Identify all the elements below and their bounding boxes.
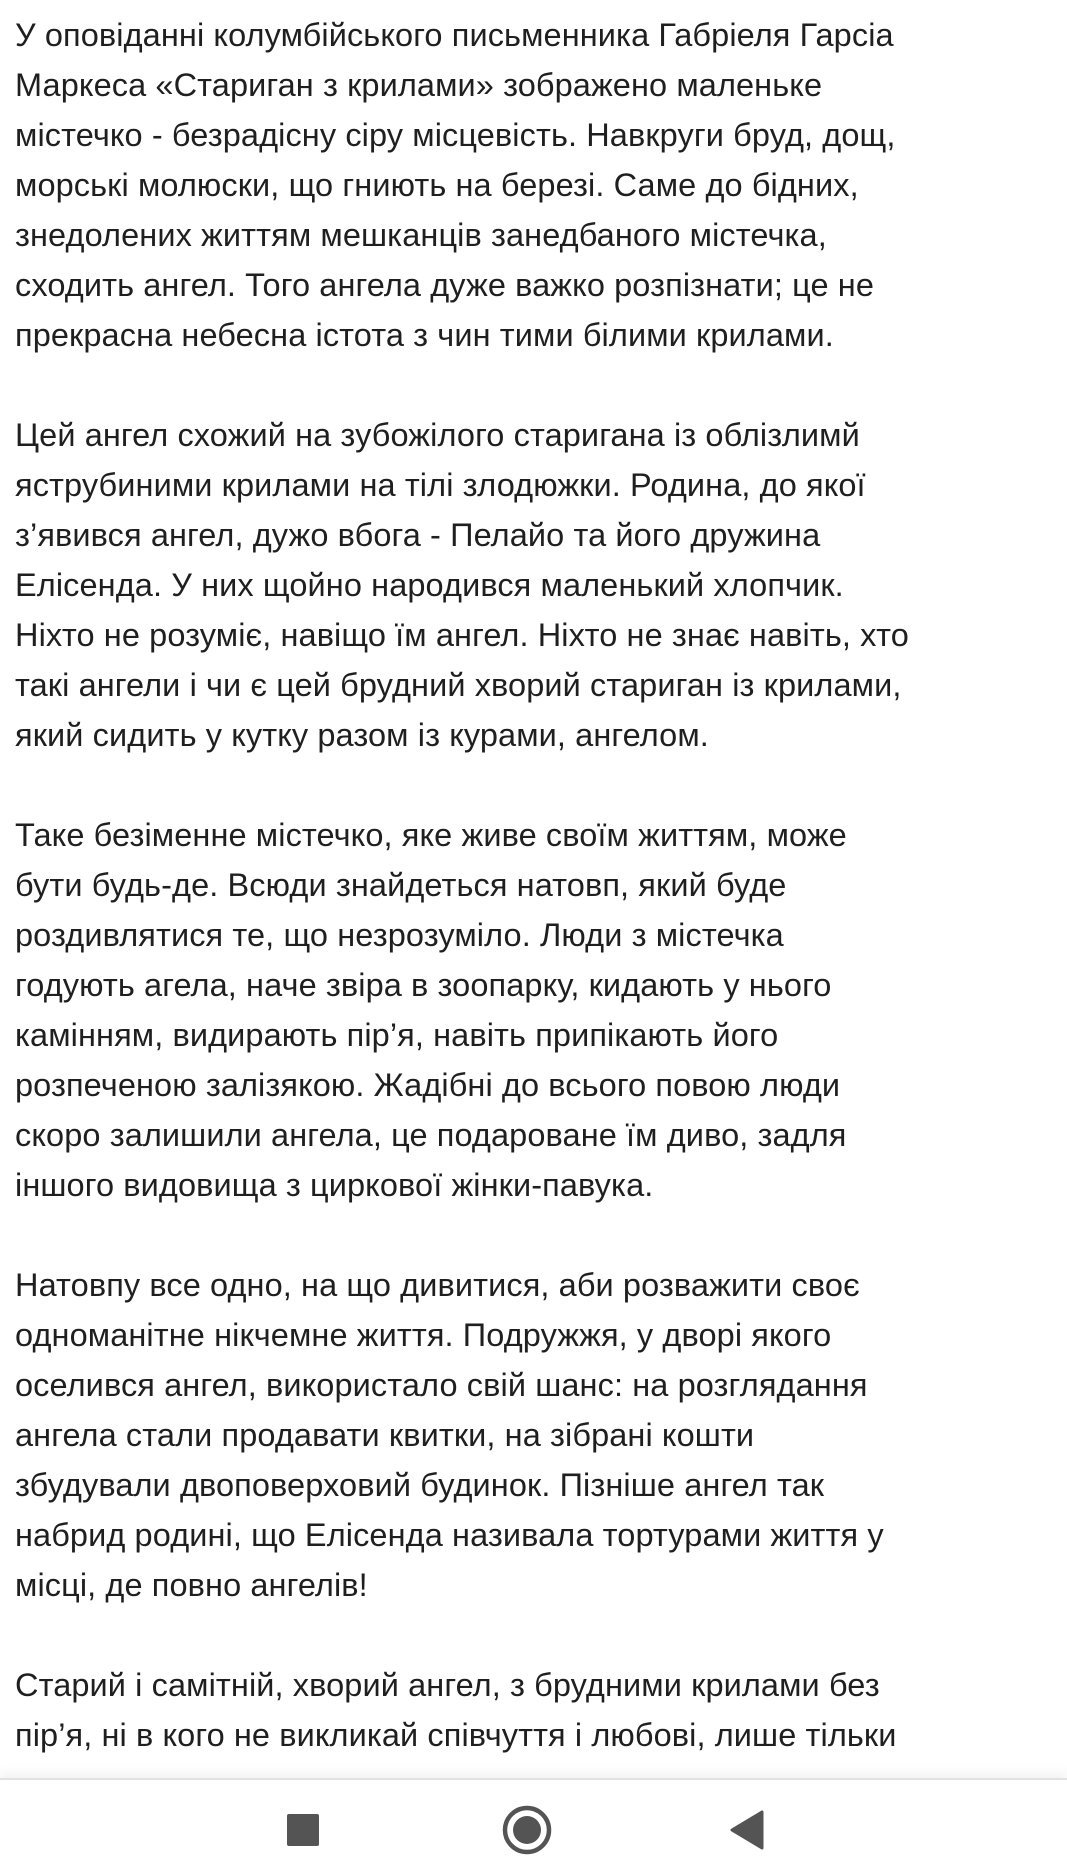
square-icon [287,1814,319,1846]
article-paragraph-2: Цей ангел схожий на зубожілого старигана із облізлимй яструбиними крилами на тілі злодюжки. Родина, до якої з’явився ангел, дужо вбога - Пелайо та його дружина Елісенда. У них щойно народився маленький хлопчик. Ніхто не розуміє, навіщо їм ангел. Ніхто не знає навіть, хто такі ангели і чи є цей брудний хворий стариган із крилами, який сидить у кутку разом із курами, ангелом. [15,417,909,753]
article-paragraph-5: Старий і самітній, хворий ангел, з брудними крилами без пір’я, ні в кого не викликай співчуття і любові, лише тільки [15,1667,897,1753]
article-paragraph-4: Натовпу все одно, на що дивитися, аби розважити своє одноманітне нікчемне життя. Подружжя, у дворі якого оселився ангел, використало свій шанс: на розглядання ангела стали продавати квитки, на зібрані кошти збудували двоповерховий будинок. Пізніше ангел так набрид родині, що Елісенда називала тортурами життя у місці, де повно ангелів! [15,1267,884,1603]
back-button[interactable] [716,1800,776,1860]
circle-icon [501,1804,553,1856]
system-navigation-bar [0,1778,1067,1875]
article-paragraph-3: Таке безіменне містечко, яке живе своїм життям, може бути будь-де. Всюди знайдеться натовп, який буде роздивлятися те, що незрозуміло. Люди з містечка годують агела, наче звіра в зоопарку, кидають у нього камінням, видирають пір’я, навіть припікають його розпеченою залізякою. Жадібні до всього повою люди скоро залишили ангела, це подароване їм диво, задля іншого видовища з циркової жінки-павука. [15,817,847,1203]
article-paragraph-1: У оповіданні колумбійського письменника Габріеля Гарсіа Маркеса «Стариган з крилами» зображено маленьке містечко - безрадісну сіру місцевість. Навкруги бруд, дощ, морські молюски, що гниють на березі. Саме до бідних, знедолених життям мешканців занедбаного містечка, сходить ангел. Того ангела дуже важко розпізнати; це не прекрасна небесна істота з чин тими білими крилами. [15,17,896,353]
recent-apps-button[interactable] [273,1800,333,1860]
article-body [15,10,1055,1775]
triangle-back-icon [726,1808,766,1852]
home-button[interactable] [497,1800,557,1860]
